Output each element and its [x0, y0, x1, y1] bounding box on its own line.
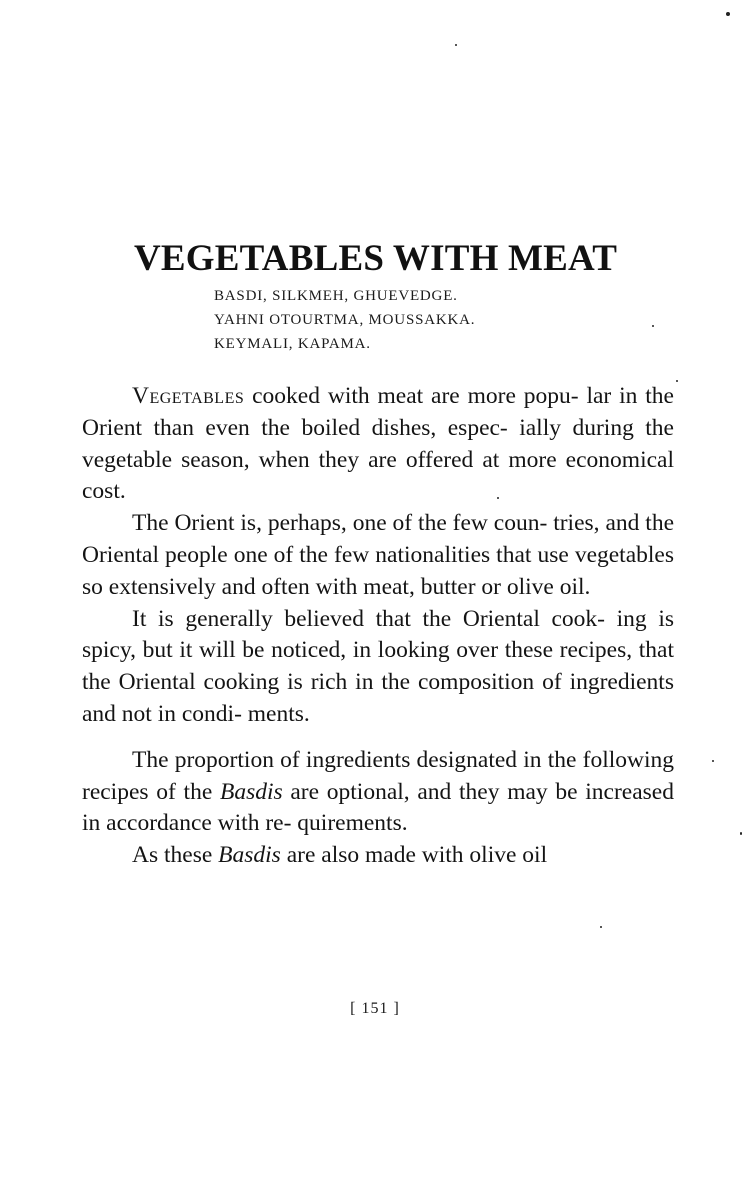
- paragraph: [82, 508, 674, 603]
- paragraph: [82, 604, 674, 731]
- scan-speck: [652, 325, 654, 327]
- paragraph-text: The proportion of ingredients designated in the following recipes of the: [82, 746, 674, 805]
- paragraph-lead: Vegetables: [132, 383, 245, 409]
- paragraph: [82, 745, 674, 840]
- paragraph: [82, 381, 674, 508]
- italic-term: Basdis: [219, 778, 283, 805]
- scan-speck: [676, 380, 678, 382]
- scan-speck: [600, 926, 602, 928]
- scan-speck: [726, 12, 730, 16]
- scan-speck: [712, 760, 714, 762]
- paragraph-text: The Orient is, perhaps, one of the few coun- tries, and the Oriental people one of the few nationalities that use vegetables so extensively and often with meat, butter or olive oil.: [82, 510, 674, 600]
- paragraph-text: As these: [132, 842, 219, 869]
- recipe-list-line: KEYMALI, KAPAMA.: [214, 336, 371, 352]
- paragraph: [82, 840, 674, 872]
- paragraph-text: are optional, and they may be increased in accordance with re- quirements.: [82, 778, 674, 837]
- scan-speck: [455, 44, 457, 46]
- page-number: [ 151 ]: [350, 1000, 400, 1017]
- paragraph-text: cooked with meat are more popu- lar in the Orient than even the boiled dishes, espec- ially during the vegetable season, when they are offered at more economical cost.: [82, 383, 674, 505]
- chapter-title: VEGETABLES WITH MEAT: [134, 238, 618, 279]
- body-text: [82, 381, 674, 872]
- italic-term: Basdis: [218, 842, 281, 869]
- recipe-list-line: YAHNI OTOURTMA, MOUSSAKKA.: [214, 312, 476, 328]
- paragraph-text: It is generally believed that the Oriental cook- ing is spicy, but it will be noticed, in looking over these recipes, that the Oriental cooking is rich in the composition of ingredients and not in condi- ments.: [82, 605, 674, 727]
- scan-speck: [740, 832, 742, 835]
- recipe-list-heading: [214, 284, 634, 356]
- recipe-list-line: BASDI, SILKMEH, GHUEVEDGE.: [214, 288, 458, 304]
- paragraph-text: are also made with olive oil: [280, 842, 548, 869]
